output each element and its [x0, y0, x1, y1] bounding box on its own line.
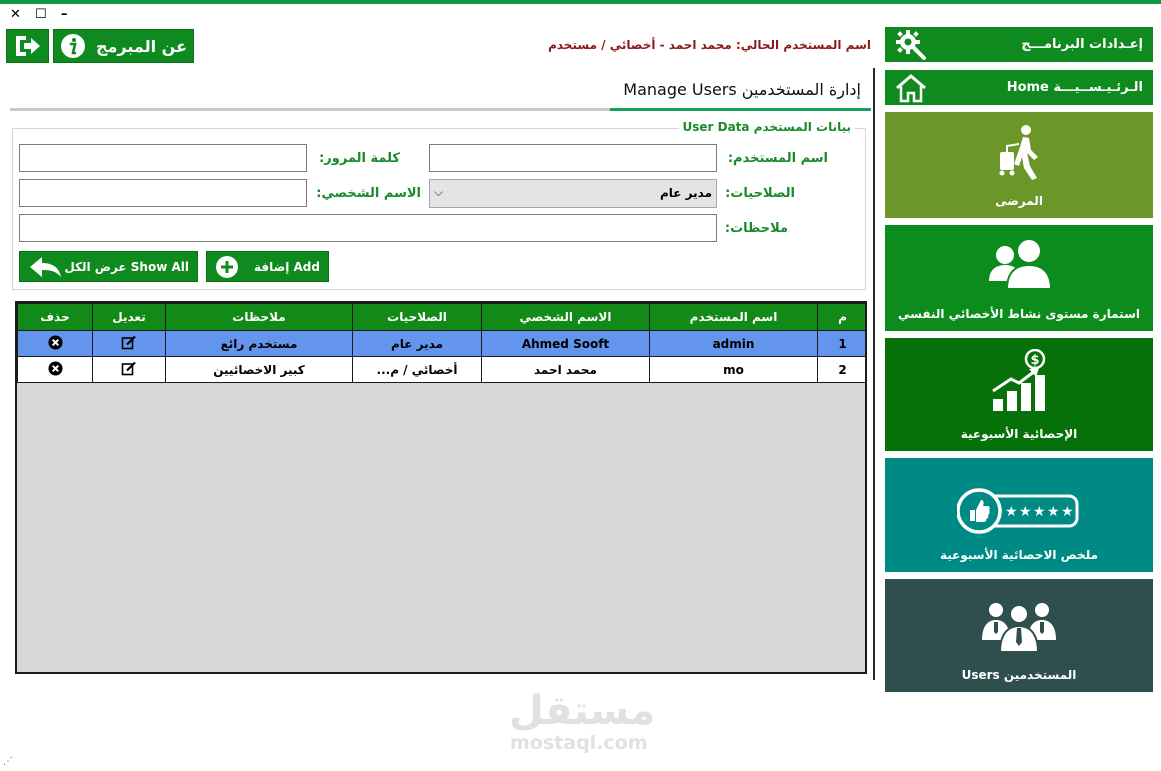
exit-icon: [13, 33, 43, 59]
username-label: اسم المستخدم:: [727, 151, 828, 166]
delete-icon: [48, 361, 63, 376]
plus-circle-icon: [215, 255, 239, 279]
password-input[interactable]: [19, 144, 307, 172]
username-input[interactable]: [429, 144, 717, 172]
notes-cell: مستخدم رائع: [166, 331, 353, 357]
column-header-number[interactable]: م: [818, 304, 868, 331]
permissions-cell: أخصائي / م...: [353, 357, 482, 383]
settings-label: إعـدادات البرنامـــج: [1021, 37, 1143, 52]
home-button[interactable]: [885, 70, 1153, 105]
add-user-button[interactable]: [206, 251, 329, 282]
column-header-delete[interactable]: حذف: [18, 304, 93, 331]
about-programmer-label: عن المبرمج: [95, 36, 187, 56]
table-row[interactable]: [18, 331, 868, 357]
permissions-selected-value: مدير عام: [659, 186, 712, 200]
users-table: [17, 303, 867, 383]
column-header-username[interactable]: اسم المستخدم: [650, 304, 818, 331]
personal-name-input[interactable]: [19, 179, 307, 207]
column-header-personal-name[interactable]: الاسم الشخصي: [482, 304, 650, 331]
password-label: كلمة المرور:: [319, 151, 400, 166]
exit-button[interactable]: [6, 29, 49, 63]
team-icon: [980, 598, 1058, 654]
column-header-permissions[interactable]: الصلاحيات: [353, 304, 482, 331]
users-grid[interactable]: [15, 301, 867, 674]
table-header-row: [18, 304, 868, 331]
activity-form-tile[interactable]: [885, 225, 1153, 331]
resize-grip-icon[interactable]: ⋰: [3, 756, 13, 767]
home-label: الـرئـيـســيـــة Home: [1006, 80, 1143, 95]
delete-icon: [48, 335, 63, 350]
username-cell: mo: [650, 357, 818, 383]
growth-chart-icon: [989, 349, 1049, 413]
personal-name-label: الاسم الشخصي:: [316, 186, 421, 201]
title-underline-accent: [610, 108, 871, 111]
rating-stars-icon: [957, 488, 1081, 534]
notes-input[interactable]: [19, 214, 717, 242]
edit-icon: [121, 335, 137, 350]
permissions-select[interactable]: [429, 179, 717, 208]
page-title: إدارة المستخدمين Manage Users: [623, 80, 861, 99]
edit-cell[interactable]: [93, 331, 166, 357]
info-icon: [60, 33, 86, 59]
svg-text:★: ★: [1033, 504, 1046, 520]
delete-cell[interactable]: [18, 331, 93, 357]
close-window-button[interactable]: ✕: [10, 7, 21, 22]
personal-name-cell: محمد احمد: [482, 357, 650, 383]
delete-cell[interactable]: [18, 357, 93, 383]
edit-cell[interactable]: [93, 357, 166, 383]
username-cell: admin: [650, 331, 818, 357]
table-row[interactable]: [18, 357, 868, 383]
users-label: المستخدمين Users: [961, 668, 1077, 682]
gear-icon: [895, 29, 927, 61]
svg-text:★: ★: [1047, 504, 1060, 520]
patients-tile[interactable]: [885, 112, 1153, 218]
personal-name-cell: Ahmed Sooft: [482, 331, 650, 357]
settings-button[interactable]: [885, 27, 1153, 62]
show-all-button[interactable]: [19, 251, 198, 282]
about-programmer-button[interactable]: [53, 29, 194, 63]
weekly-summary-tile[interactable]: [885, 458, 1153, 572]
svg-text:$: $: [1030, 353, 1040, 368]
number-cell: 1: [818, 331, 868, 357]
weekly-stats-tile[interactable]: [885, 338, 1153, 451]
number-cell: 2: [818, 357, 868, 383]
minimize-window-button[interactable]: –: [61, 7, 68, 22]
watermark-logo-text: مستقل: [509, 688, 656, 734]
chevron-down-icon: ⌵: [434, 185, 444, 199]
activity-form-label: استمارة مستوى نشاط الأخصائي النفسي: [898, 307, 1140, 321]
watermark-url: mostaql.com: [510, 732, 648, 754]
title-underline: [10, 108, 610, 111]
notes-label: ملاحظات:: [724, 221, 788, 236]
current-user-info: اسم المستخدم الحالي: محمد احمد - أخصائي / مستخدم: [548, 38, 871, 52]
maximize-window-button[interactable]: ☐: [35, 7, 47, 22]
notes-cell: كبير الاخصائيين: [166, 357, 353, 383]
users-group-icon: [983, 237, 1055, 293]
svg-text:★: ★: [1019, 504, 1032, 520]
permissions-cell: مدير عام: [353, 331, 482, 357]
edit-icon: [121, 361, 137, 376]
content-divider: [873, 68, 875, 680]
weekly-summary-label: ملخص الاحصائية الأسبوعية: [939, 548, 1099, 562]
user-data-legend: بيانات المستخدم User Data: [679, 120, 856, 134]
show-all-label: عرض الكل Show All: [64, 259, 189, 274]
permissions-label: الصلاحيات:: [725, 186, 795, 201]
svg-text:★: ★: [1005, 504, 1018, 520]
users-tile[interactable]: [885, 579, 1153, 692]
walking-person-icon: [994, 124, 1044, 180]
add-user-label: إضافة Add: [253, 259, 320, 274]
weekly-stats-label: الإحصائية الأسبوعية: [960, 427, 1078, 441]
back-arrow-icon: [28, 255, 62, 279]
column-header-notes[interactable]: ملاحظات: [166, 304, 353, 331]
top-accent-bar: [0, 0, 1161, 4]
column-header-edit[interactable]: تعديل: [93, 304, 166, 331]
patients-label: المرضى: [995, 194, 1043, 208]
svg-text:★: ★: [1061, 504, 1074, 520]
home-icon: [895, 73, 927, 103]
